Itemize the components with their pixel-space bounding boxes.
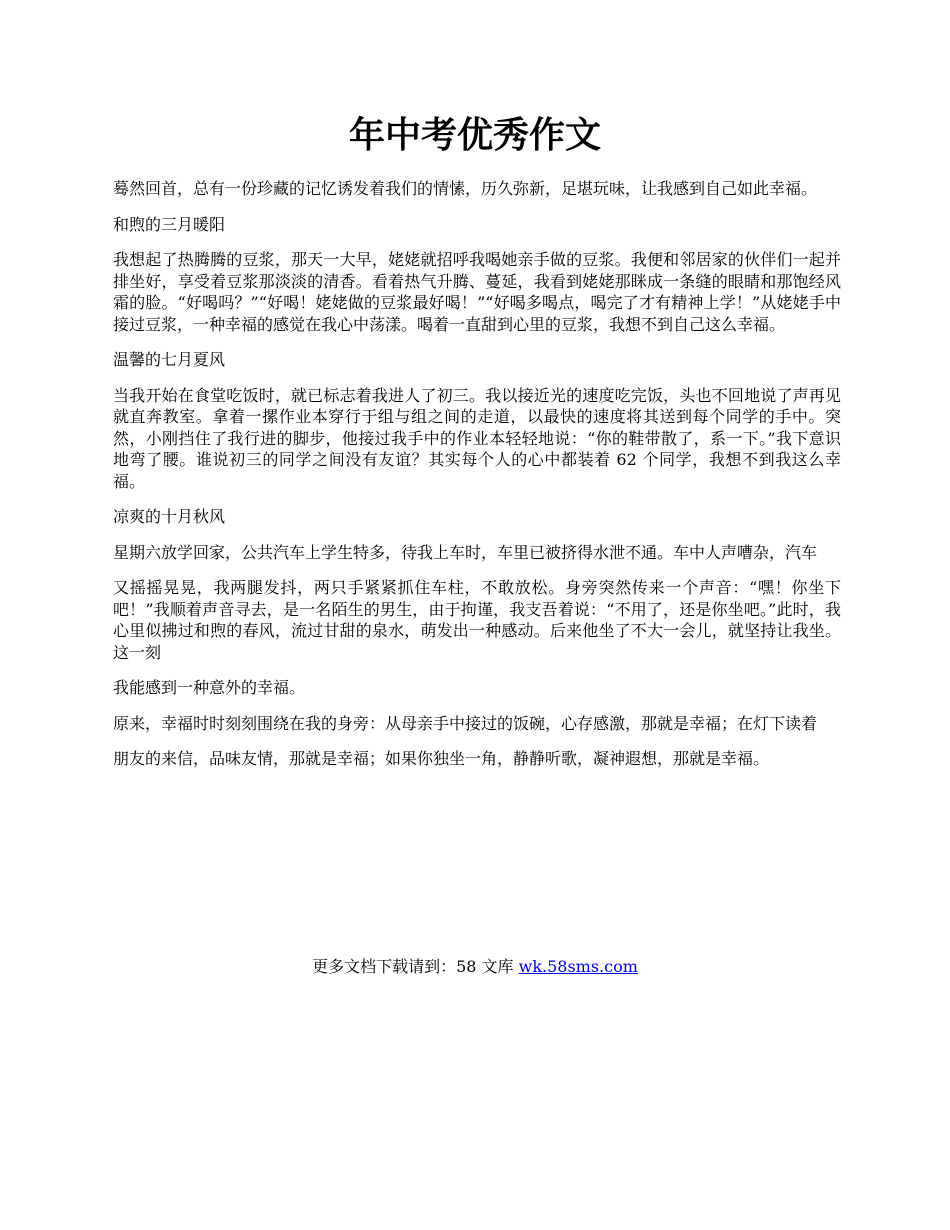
document-body — [113, 178, 841, 784]
canteen-paragraph: 当我开始在食堂吃饭时，就已标志着我进人了初三。我以接近光的速度吃完饭，头也不回地说了声再见就直奔教室。拿着一摞作业本穿行于组与组之间的走道，以最快的速度将其送到每个同学的手中。突然，小刚挡住了我行进的脚步，他接过我手中的作业本轻轻地说：“你的鞋带散了，系一下。”我下意识地弯了腰。谁说初三的同学之间没有友谊？其实每个人的心中都装着 62 个同学，我想不到我这么幸福。 — [113, 385, 841, 491]
conclusion-paragraph-2: 朋友的来信，品味友情，那就是幸福；如果你独坐一角，静静听歌，凝神遐想，那就是幸福。 — [113, 749, 770, 768]
intro-paragraph: 蓦然回首，总有一份珍藏的记忆诱发着我们的情愫，历久弥新，足堪玩味，让我感到自己如此幸福。 — [113, 179, 818, 198]
footer-prefix: 更多文档下载请到：58 文库 — [312, 957, 519, 976]
happiness-line: 我能感到一种意外的幸福。 — [113, 678, 306, 697]
section-heading-march: 和煦的三月暖阳 — [113, 214, 226, 234]
section-heading-july: 温馨的七月夏风 — [113, 350, 226, 369]
bus-paragraph-2: 又摇摇晃晃，我两腿发抖，两只手紧紧抓住车柱，不敢放松。身旁突然传来一个声音：“嘿！你坐下吧！”我顺着声音寻去，是一名陌生的男生，由于拘谨，我支吾着说：“不用了，还是你坐吧。”此时，我心里似拂过和煦的春风，流过甘甜的泉水，萌发出一种感动。后来他坐了不大一会儿，就坚持让我坐。这一刻 — [113, 578, 841, 662]
conclusion-paragraph-1: 原来，幸福时时刻刻围绕在我的身旁：从母亲手中接过的饭碗，心存感激，那就是幸福；在灯下读着 — [113, 713, 818, 733]
section-heading-october: 凉爽的十月秋风 — [113, 507, 226, 526]
document-title: 年中考优秀作文 — [348, 115, 601, 156]
bus-paragraph-1: 星期六放学回家，公共汽车上学生特多，待我上车时，车里已被挤得水泄不通。车中人声嘈杂，汽车 — [113, 542, 818, 562]
download-footer — [0, 956, 950, 978]
soymilk-paragraph: 我想起了热腾腾的豆浆，那天一大早，姥姥就招呼我喝她亲手做的豆浆。我便和邻居家的伙伴们一起并排坐好，享受着豆浆那淡淡的清香。看着热气升腾、蔓延，我看到姥姥那眯成一条缝的眼睛和那饱经风霜的脸。“好喝吗？”“好喝！姥姥做的豆浆最好喝！”“好喝多喝点，喝完了才有精神上学！”从姥姥手中接过豆浆，一种幸福的感觉在我心中荡漾。喝着一直甜到心里的豆浆，我想不到自己这么幸福。 — [113, 250, 841, 334]
download-site-link[interactable]: wk.58sms.com — [518, 957, 638, 976]
